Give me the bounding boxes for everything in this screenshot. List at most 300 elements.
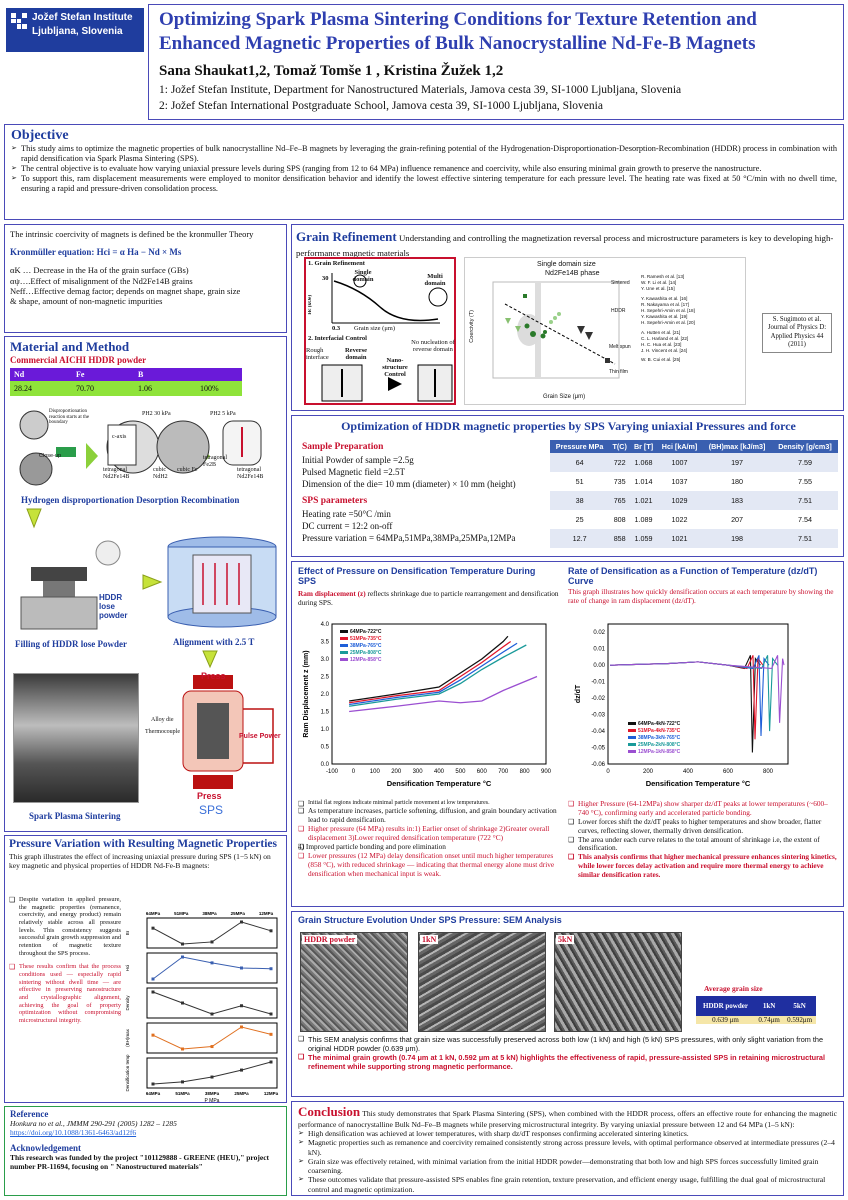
legend-swatch bbox=[340, 658, 348, 661]
densif-note: ❑ Higher pressure (64 MPa) results in:1) Earlier onset of shrinkage 2)Greater overall displacement 3)Lower required densification temperature (722 °C) bbox=[298, 825, 564, 843]
alignment-illustration bbox=[165, 533, 280, 633]
objective-section bbox=[4, 124, 844, 220]
x-tick-label: 0 bbox=[351, 769, 356, 775]
data-point bbox=[270, 1033, 273, 1036]
press-top: Press bbox=[201, 671, 226, 681]
y-tick-label: 1.0 bbox=[320, 727, 329, 733]
grain-refinement-section bbox=[291, 224, 844, 411]
y-tick-label: -0.01 bbox=[591, 679, 605, 686]
domain-chart-xlabel: Grain Size (μm) bbox=[543, 394, 586, 400]
conclusion-text: This study demonstrates that Spark Plasma Sintering (SPS), when combined with the HDDR process, offers an effective route for enhancing the magnetic performance of nanocrystalline Bulk Nd–Fe–B magnets while preserving microstructural integrity. By varying uniaxial pressure between 12 and 64 MPa (1–5 kN): bbox=[298, 1109, 838, 1129]
comp-col: B bbox=[138, 370, 144, 379]
grain-d2: 2. Interfacial Control bbox=[308, 335, 367, 342]
sps-photo bbox=[13, 673, 139, 803]
pressure-note: ❑ These results confirm that the process conditions used — especially rapid sintering without dwell time — are effective in preserving nanostructure and crystallographic alignment, achieving the goal of property optimization without compromising microstructural integrity. bbox=[9, 963, 121, 1024]
pressure-tick: 51MPa bbox=[174, 911, 189, 916]
reference-section bbox=[4, 1106, 287, 1196]
sps-label: SPS bbox=[199, 803, 224, 817]
x-tick-label: 400 bbox=[433, 769, 445, 775]
grain-text: Understanding and controlling the magnetization reversal process and microstructure parameters is key to developing high-performance magnetic materials bbox=[296, 233, 834, 258]
grain-nonuc: No nucleation of reverse domain bbox=[411, 339, 455, 353]
sem-bullet: ❑ This SEM analysis confirms that grain size was successfully preserved across both low (1 kN) and high (5 kN) SPS pressures, with only slight variation from the original HDDR powder (0.639 μm). bbox=[298, 1036, 838, 1054]
panel-label: (BH)max bbox=[125, 1029, 130, 1047]
comp-col: Fe bbox=[76, 370, 85, 379]
comp-val: 100% bbox=[200, 384, 219, 393]
legend-entry: A. Hutten et al. [21] bbox=[641, 329, 681, 335]
pressure-note: ❑ Despite variation in applied pressure, the magnetic properties (remanence, coercivity, and energy product) remain relatively stable across all pressure levels. This consistency suggests successful grain growth suppression and retention of magnetic texture throughout the SPS process. bbox=[9, 896, 121, 957]
grain-v03: 0.3 bbox=[332, 325, 341, 332]
x-axis-label: Densification Temperature °C bbox=[386, 779, 492, 788]
arrow-down-icon bbox=[25, 509, 43, 529]
reference-link[interactable]: https://doi.org/10.1088/1361-6463/ad12f6 bbox=[10, 1128, 137, 1138]
pressure-tick: 25MPa bbox=[230, 911, 245, 916]
results-cell: 1.014 bbox=[634, 477, 653, 486]
rate-note: ❑ Lower forces shift the dz/dT peaks to higher temperatures and show broader, flatter curves, reflecting slower, thermally driven densification. bbox=[568, 818, 838, 836]
domain-chart-plot bbox=[485, 278, 625, 390]
avg-val: 0.74μm bbox=[758, 1016, 780, 1024]
y-tick-label: 3.5 bbox=[320, 639, 329, 646]
optimization-section bbox=[291, 415, 844, 557]
sem-image-hddr bbox=[300, 932, 408, 1032]
poster-title-1: Optimizing Spark Plasma Sintering Conditions for Texture Retention and bbox=[159, 9, 757, 30]
data-point bbox=[181, 1048, 184, 1051]
data-point bbox=[152, 1034, 155, 1037]
closeup-label: Close-up bbox=[39, 453, 62, 459]
crystal-label: tetragonal Nd2Fe14B bbox=[103, 467, 130, 480]
legend-entry: J. H. Vincent et al. [24] bbox=[641, 348, 688, 354]
legend-label: 25MPa-808°C bbox=[350, 650, 382, 656]
data-point bbox=[240, 1026, 243, 1029]
domain-chart bbox=[464, 257, 746, 405]
reference-heading: Reference bbox=[10, 1109, 49, 1119]
x-tick-label: 0 bbox=[606, 769, 610, 775]
conclusion-heading: Conclusion bbox=[298, 1104, 361, 1119]
rate-note: ❑ The area under each curve relates to the total amount of shrinkage i.e, the extent of densification. bbox=[568, 836, 838, 854]
domain-chart-title: Single domain size bbox=[537, 261, 596, 268]
group-label: HDDR bbox=[611, 308, 626, 314]
legend-entry: H. C. Hua et al. [23] bbox=[641, 341, 682, 347]
legend-swatch bbox=[340, 637, 348, 640]
conclusion-item: ➢ High densification was achieved at lower temperatures, with sharp dz/dT responses confirming accelerated sintering kinetics. bbox=[298, 1129, 837, 1138]
legend-entry: H. Sepehri-Amin et al. [20] bbox=[641, 320, 695, 326]
objective-item: ➢ To support this, ram displacement measurements were employed to monitor densification behavior and identify the lowest effective sintering temperature for each pressure level. The heating rate was fixed at 50 °C/min with no dwell time, ensuring a rapid and pressure-driven consolidation process. bbox=[11, 174, 837, 194]
results-cell: 1022 bbox=[671, 515, 688, 524]
results-cell: 1.021 bbox=[634, 496, 653, 505]
arrow-down-icon bbox=[201, 651, 219, 669]
results-cell: 7.51 bbox=[797, 496, 812, 505]
pressure-variation-section bbox=[4, 835, 287, 1103]
x-tick-label: 800 bbox=[519, 769, 530, 775]
data-point bbox=[211, 961, 214, 964]
sps-line: DC current = 12:2 on-off bbox=[302, 521, 393, 531]
material-heading: Material and Method bbox=[10, 339, 130, 354]
grain-reverse: Reverse domain bbox=[344, 347, 367, 361]
crystal-label: cubic Fe bbox=[177, 467, 198, 473]
grain-v30: 30 bbox=[322, 275, 329, 282]
y-tick-label: 0.01 bbox=[593, 646, 605, 653]
results-table bbox=[550, 440, 838, 548]
densif-lead-red: Ram displacement (z) bbox=[298, 589, 366, 598]
grain-d1: 1. Grain Refinement bbox=[308, 260, 365, 267]
densification-section bbox=[291, 561, 844, 907]
crystal-label: tetragonal Fe2B bbox=[203, 455, 227, 468]
legend-label: 12MPa-1kN-858°C bbox=[638, 749, 681, 755]
powder-label: HDDR lose powder bbox=[99, 593, 128, 620]
data-point bbox=[152, 991, 155, 994]
kronmuller-equation: Kronmüller equation: Hci = α Ha − Nd × Ms bbox=[10, 247, 182, 258]
logo-mark bbox=[11, 13, 27, 29]
results-cell: 198 bbox=[731, 534, 744, 543]
avg-col: 1kN bbox=[762, 1002, 776, 1010]
legend-entry: W. B. Cui et al. [25] bbox=[641, 357, 681, 363]
legend-label: 38MPa-3kN-765°C bbox=[638, 735, 681, 741]
legend-swatch bbox=[340, 651, 348, 654]
authors: Sana Shaukat1,2, Tomaž Tomše 1 , Kristina Žužek 1,2 bbox=[159, 63, 504, 79]
material-subheading: Commercial AICHI HDDR powder bbox=[10, 355, 147, 365]
legend-entry: C. L. Harland et al. [22] bbox=[641, 335, 689, 341]
grain-citation: S. Sugimoto et al. Journal of Physics D: Applied Physics 44 (2011) bbox=[762, 313, 832, 353]
y-tick-label: -0.02 bbox=[591, 696, 605, 703]
legend-entry: R. Ramesh et al. [13] bbox=[641, 274, 685, 279]
pressure-property-chart bbox=[125, 908, 285, 1104]
conclusion-section bbox=[291, 1101, 844, 1196]
objective-item: ➢ This study aims to optimize the magnetic properties of bulk nanocrystalline Nd–Fe–B magnets by leveraging the grain-refining potential of the Hydrogenation-Disproportionation-Desorption-Recombination (HDDR) process in combination with rapid densification via Spark Plasma Sintering (SPS). bbox=[11, 144, 837, 164]
comp-val: 1.06 bbox=[138, 384, 152, 393]
group-label: Sintered bbox=[611, 280, 630, 286]
densif-note: ❑ Initial flat regions indicate minimal particle movement at low temperatures. bbox=[298, 800, 564, 807]
results-cell: 7.54 bbox=[797, 515, 812, 524]
domain-illustration bbox=[320, 363, 454, 403]
c-axis-label: c-axis bbox=[112, 434, 127, 440]
densif-lead bbox=[298, 590, 562, 608]
legend-swatch bbox=[628, 736, 636, 739]
results-cell: 722 bbox=[613, 458, 626, 467]
legend-swatch bbox=[628, 750, 636, 753]
disp-label: Disproportionation reaction starts at the boundary bbox=[49, 409, 90, 425]
legend-entry: W. F. Li et al. [14] bbox=[641, 280, 677, 286]
results-header: T(C) bbox=[612, 442, 627, 451]
legend-label: 51MPa-4kN-735°C bbox=[638, 728, 681, 734]
sem-image-1kn bbox=[418, 932, 546, 1032]
data-point bbox=[211, 940, 214, 943]
grain-diagram bbox=[304, 257, 456, 405]
data-point bbox=[152, 1083, 155, 1086]
densif-note: ❑ As temperature increases, particle softening, diffusion, and grain boundary activation lead to rapid densification. bbox=[298, 807, 564, 825]
conclusion-item: ➢ These outcomes validate that pressure-assisted SPS enables fine grain retention, texture preservation, and efficient energy usage, fulfilling the dual goal of microstructural control and magnetic optimization. bbox=[298, 1175, 837, 1194]
comp-val: 70.70 bbox=[76, 384, 94, 393]
sps-line: Heating rate =50°C /min bbox=[302, 509, 391, 519]
pressure-tick: 64MPa bbox=[145, 1091, 161, 1096]
densif-note: ❑ Lower pressures (12 MPa) delay densification onset until much higher temperatures (858 °C), with reduced shrinkage — indicating that thermal energy alone must drive densification when mechanical input is weak. bbox=[298, 852, 564, 879]
sem-label: 5kN bbox=[558, 935, 573, 944]
panel-frame bbox=[147, 1023, 277, 1053]
affiliation-1: 1: Jožef Stefan Institute, Department for Nanostructured Materials, Jamova cesta 39, SI-1000 Ljubljana, Slovenia bbox=[159, 84, 682, 96]
sem-bullet: ❑ The minimal grain growth (0.74 μm at 1 kN, 0.592 μm at 5 kN) highlights the effectiveness of rapid, pressure-assisted SPS in retaining microstructural refinement while supporting strong magnetic performance. bbox=[298, 1054, 838, 1072]
ph-label-1: PH2 30 kPa bbox=[142, 411, 171, 417]
avg-col: 5kN bbox=[793, 1002, 806, 1010]
ack-heading: Acknowledgement bbox=[10, 1143, 81, 1154]
results-cell: 808 bbox=[613, 515, 626, 524]
panel-label: Hci bbox=[125, 964, 130, 972]
conclusion-item: ➢ Magnetic properties such as remanence and coercivity remained consistently strong across pressure levels, with optimal performance observed at intermediate pressures (2–4 kN). bbox=[298, 1138, 837, 1157]
alloy-die-label: Alloy die bbox=[151, 717, 174, 723]
pressure-tick: 64MPa bbox=[145, 911, 161, 916]
data-point bbox=[240, 967, 243, 970]
avg-val: 0.592μm bbox=[787, 1016, 813, 1024]
sem-label: 1kN bbox=[422, 935, 437, 944]
data-point bbox=[240, 1069, 243, 1072]
grain-multi: Multi domain bbox=[424, 273, 446, 287]
logo-line2: Ljubljana, Slovenia bbox=[32, 26, 123, 37]
data-point bbox=[211, 1045, 214, 1048]
results-cell: 12.7 bbox=[572, 534, 587, 543]
densif-lead-text: reflects shrinkage due to particle rearrangement and densification during SPS. bbox=[298, 589, 559, 607]
poster-title-2: Enhanced Magnetic Properties of Bulk Nanocrystalline Nd-Fe-B Magnets bbox=[159, 33, 756, 54]
results-cell: 38 bbox=[575, 496, 584, 505]
grain-nano: Nano-structure Control bbox=[382, 357, 408, 378]
kronmuller-section bbox=[4, 224, 287, 333]
data-point bbox=[181, 1080, 184, 1083]
results-cell: 51 bbox=[575, 477, 584, 486]
y-tick-label: 0.00 bbox=[593, 663, 605, 670]
y-axis-label: dz/dT bbox=[575, 684, 582, 704]
panel-label: Densification temp bbox=[125, 1054, 130, 1092]
pressure-tick: 12MPa bbox=[263, 1091, 279, 1096]
domain-legend bbox=[631, 274, 745, 363]
panel-label: Br bbox=[125, 930, 130, 936]
x-axis-label: P MPa bbox=[204, 1098, 220, 1104]
legend-label: 38MPa-765°C bbox=[350, 643, 382, 649]
sps-caption: Spark Plasma Sintering bbox=[29, 811, 121, 821]
legend-entry: Y. Kawashita et al. [16] bbox=[641, 295, 688, 301]
legend-swatch bbox=[340, 630, 348, 633]
x-tick-label: 200 bbox=[642, 769, 654, 775]
sem-heading: Grain Structure Evolution Under SPS Pressure: SEM Analysis bbox=[298, 915, 562, 925]
data-point bbox=[270, 1061, 273, 1064]
results-cell: 183 bbox=[731, 496, 744, 505]
objective-item: ➢ The central objective is to evaluate how varying uniaxial pressure levels during SPS (ranging from 12 to 64 MPa) influence remanence and coercivity, while also ensuring minimal grain growth to preserve the nanostructure. bbox=[11, 164, 837, 174]
avg-val: 0.639 μm bbox=[712, 1016, 739, 1024]
y-tick-label: -0.05 bbox=[591, 745, 605, 752]
material-section bbox=[4, 336, 287, 832]
results-cell: 765 bbox=[613, 496, 626, 505]
prep-line: Initial Powder of sample =2.5g bbox=[302, 455, 414, 465]
y-tick-label: 0.02 bbox=[593, 630, 605, 637]
grain-hc: Hc (kOe) bbox=[308, 295, 313, 315]
y-tick-label: -0.03 bbox=[591, 712, 605, 719]
objective-heading: Objective bbox=[11, 128, 69, 143]
x-tick-label: -100 bbox=[325, 769, 339, 775]
legend-swatch bbox=[340, 644, 348, 647]
data-point bbox=[240, 1004, 243, 1007]
kronmuller-line: αK … Decrease in the Ha of the grain surface (GBs) bbox=[10, 265, 189, 276]
results-cell: 858 bbox=[613, 534, 626, 543]
fill-caption: Filling of HDDR lose Powder bbox=[15, 639, 127, 649]
results-cell: 1029 bbox=[671, 496, 688, 505]
ack-text: This research was funded by the project "101129888 - GREENE (HEU)," project number PR-11694, focusing on " Nanostructured materials" bbox=[10, 1153, 270, 1172]
results-cell: 1021 bbox=[671, 534, 688, 543]
comp-val: 28.24 bbox=[14, 384, 32, 393]
results-cell: 25 bbox=[575, 515, 584, 524]
results-header: Hci [kA/m] bbox=[661, 442, 698, 451]
densification-rate-chart bbox=[568, 616, 830, 796]
composition-table bbox=[10, 368, 242, 396]
sem-image-5kn bbox=[554, 932, 682, 1032]
y-tick-label: 2.0 bbox=[320, 692, 329, 698]
grain-single: Single domain bbox=[352, 269, 374, 283]
legend-label: 25MPa-2kN-808°C bbox=[638, 742, 681, 748]
y-tick-label: 3.0 bbox=[320, 657, 329, 663]
legend-swatch bbox=[628, 722, 636, 725]
x-tick-label: 800 bbox=[762, 769, 774, 775]
conclusion-item: ➢ Grain size was effectively retained, with minimal variation from the initial HDDR powder—demonstrating that both low and high SPS forces successfully limited grain coarsening. bbox=[298, 1157, 837, 1176]
data-point bbox=[270, 1013, 273, 1016]
grain-heading-line bbox=[296, 227, 841, 260]
sps-line: Pressure variation = 64MPa,51MPa,38MPa,25MPa,12MPa bbox=[302, 533, 516, 543]
x-tick-label: 700 bbox=[498, 769, 509, 775]
comp-col: Nd bbox=[14, 370, 25, 379]
results-cell: 1037 bbox=[671, 477, 688, 486]
y-tick-label: 0.0 bbox=[320, 762, 329, 768]
legend-entry: H. Sepehri-Amin et al. [18] bbox=[641, 307, 695, 313]
pressure-heading: Pressure Variation with Resulting Magnetic Properties bbox=[9, 838, 277, 850]
x-tick-label: 200 bbox=[391, 769, 402, 775]
pressure-tick: 38MPa bbox=[202, 911, 217, 916]
results-header: (BH)max [kJ/m3] bbox=[708, 442, 766, 451]
domain-chart-subtitle: Nd2Fe14B phase bbox=[545, 270, 600, 277]
y-tick-label: -0.06 bbox=[591, 762, 605, 768]
results-header: Br [T] bbox=[633, 442, 654, 451]
prep-heading: Sample Preparation bbox=[302, 442, 384, 452]
legend-label: 64MPa-4kN-722°C bbox=[638, 721, 681, 727]
results-cell: 1.089 bbox=[634, 515, 653, 524]
x-tick-label: 100 bbox=[369, 769, 380, 775]
rate-heading: Rate of Densification as a Function of Temperature (dz/dT) Curve bbox=[568, 566, 818, 586]
y-tick-label: 1.5 bbox=[320, 709, 329, 716]
pressure-tick: 38MPa bbox=[204, 1091, 220, 1096]
hddr-caption: Hydrogen disproportionation Desorption Recombination bbox=[21, 495, 240, 505]
y-axis-label: Ram Displacement z (mm) bbox=[303, 650, 310, 738]
grain-gs: Grain size (μm) bbox=[354, 325, 396, 332]
legend-label: 12MPa-858°C bbox=[350, 657, 382, 663]
results-cell: 180 bbox=[731, 477, 744, 486]
avg-grain-heading: Average grain size bbox=[704, 984, 763, 993]
grain-heading: Grain Refinement bbox=[296, 229, 397, 244]
pressure-tick: 51MPa bbox=[175, 1091, 190, 1096]
data-point bbox=[211, 1013, 214, 1016]
hc-curve bbox=[320, 269, 446, 329]
data-point bbox=[181, 943, 184, 946]
results-header: Density [g/cm3] bbox=[778, 442, 832, 451]
x-tick-label: 900 bbox=[540, 769, 552, 775]
kronmuller-line: Neff…Effective demag factor; depends on magnet shape, grain size bbox=[10, 286, 241, 297]
comp-col bbox=[196, 368, 242, 381]
crystal-label: cubic NdH2 bbox=[153, 467, 168, 480]
densif-heading: Effect of Pressure on Densification Temperature During SPS bbox=[298, 566, 536, 586]
legend-swatch bbox=[628, 743, 636, 746]
data-point bbox=[152, 978, 155, 981]
x-axis-label: Densification Temperature °C bbox=[645, 779, 751, 788]
logo bbox=[6, 8, 144, 52]
affiliation-2: 2: Jožef Stefan International Postgraduate School, Jamova cesta 39, SI-1000 Ljubljana, Slovenia bbox=[159, 100, 603, 112]
y-tick-label: 0.5 bbox=[320, 744, 329, 751]
densif-note: ❑ 4) Improved particle bonding and pore elimination bbox=[298, 843, 564, 852]
panel-label: Density bbox=[125, 995, 130, 1011]
panel-frame bbox=[147, 918, 277, 948]
ram-displacement-chart bbox=[298, 616, 560, 796]
pressure-intro: This graph illustrates the effect of increasing uniaxial pressure during SPS (1−5 kN) on key magnetic and physical properties of HDDR Nd-Fe-B magnets: bbox=[9, 852, 271, 871]
data-point bbox=[270, 929, 273, 932]
x-tick-label: 300 bbox=[412, 769, 423, 775]
kronmuller-line: αψ….Effect of misalignment of the Nd2Fe14B grains bbox=[10, 275, 193, 286]
pulse-power-label: Pulse Power bbox=[239, 733, 281, 740]
press-bottom: Press bbox=[197, 791, 222, 801]
legend-label: 64MPa-722°C bbox=[350, 629, 382, 635]
sem-label: HDDR powder bbox=[304, 935, 356, 944]
group-label: Melt spun bbox=[609, 344, 631, 350]
legend-label: 51MPa-735°C bbox=[350, 636, 382, 642]
results-cell: 207 bbox=[731, 515, 744, 524]
results-cell: 1.059 bbox=[634, 534, 653, 543]
crystal-label: tetragonal Nd2Fe14B bbox=[237, 467, 264, 480]
results-cell: 1.068 bbox=[634, 458, 653, 467]
arrow-right-icon bbox=[143, 573, 163, 591]
title-block bbox=[148, 4, 844, 120]
y-tick-label: 2.5 bbox=[320, 674, 329, 681]
legend-swatch bbox=[628, 729, 636, 732]
data-point bbox=[240, 921, 243, 924]
x-tick-label: 500 bbox=[455, 769, 466, 775]
legend-entry: Y. Une et al. [15] bbox=[641, 286, 675, 292]
prep-line: Pulsed Magnetic field =2.5T bbox=[302, 467, 406, 477]
x-tick-label: 600 bbox=[722, 769, 734, 775]
data-point bbox=[211, 1076, 214, 1079]
grain-rough: Rough interface bbox=[306, 347, 329, 361]
y-tick-label: -0.04 bbox=[591, 729, 605, 736]
data-point bbox=[152, 927, 155, 930]
results-cell: 7.51 bbox=[797, 534, 812, 543]
prep-line: Dimension of the die= 10 mm (diameter) × 10 mm (height) bbox=[302, 479, 516, 489]
reference-1: Honkura no et al., JMMM 290-291 (2005) 1282 – 1285 bbox=[10, 1119, 177, 1128]
avg-grain-table bbox=[696, 996, 816, 1024]
data-point bbox=[270, 967, 273, 970]
results-cell: 197 bbox=[731, 458, 744, 467]
results-cell: 1007 bbox=[671, 458, 688, 467]
sps-heading: SPS parameters bbox=[302, 496, 368, 506]
results-cell: 7.55 bbox=[797, 477, 812, 486]
y-tick-label: 4.0 bbox=[320, 622, 329, 628]
legend-entry: R. Nakayama et al. [17] bbox=[641, 301, 690, 307]
results-cell: 7.59 bbox=[797, 458, 812, 467]
group-label: Thin film bbox=[609, 369, 628, 375]
data-point bbox=[181, 956, 184, 959]
x-tick-label: 400 bbox=[682, 769, 694, 775]
sem-section bbox=[291, 911, 844, 1097]
thermocouple-label: Thermocouple bbox=[145, 729, 180, 735]
x-tick-label: 600 bbox=[476, 769, 487, 775]
data-point bbox=[181, 1002, 184, 1005]
avg-col: HDDR powder bbox=[703, 1002, 748, 1010]
pressure-tick: 25MPa bbox=[234, 1091, 249, 1096]
kronmuller-line: & shape, amount of non-magnetic impurities bbox=[10, 296, 163, 307]
results-header: Pressure MPa bbox=[555, 442, 604, 451]
domain-chart-ylabel: Coercivity (T) bbox=[469, 310, 475, 343]
kronmuller-intro: The intrinsic coercivity of magnets is defined be the kronmuller Theory bbox=[10, 229, 254, 239]
results-cell: 64 bbox=[575, 458, 584, 467]
legend-entry: Y. Kawashita et al. [19] bbox=[641, 314, 688, 320]
optimization-heading: Optimization of HDDR magnetic properties by SPS Varying uniaxial Pressures and force bbox=[341, 419, 796, 433]
align-caption: Alignment with 2.5 T bbox=[173, 637, 255, 647]
